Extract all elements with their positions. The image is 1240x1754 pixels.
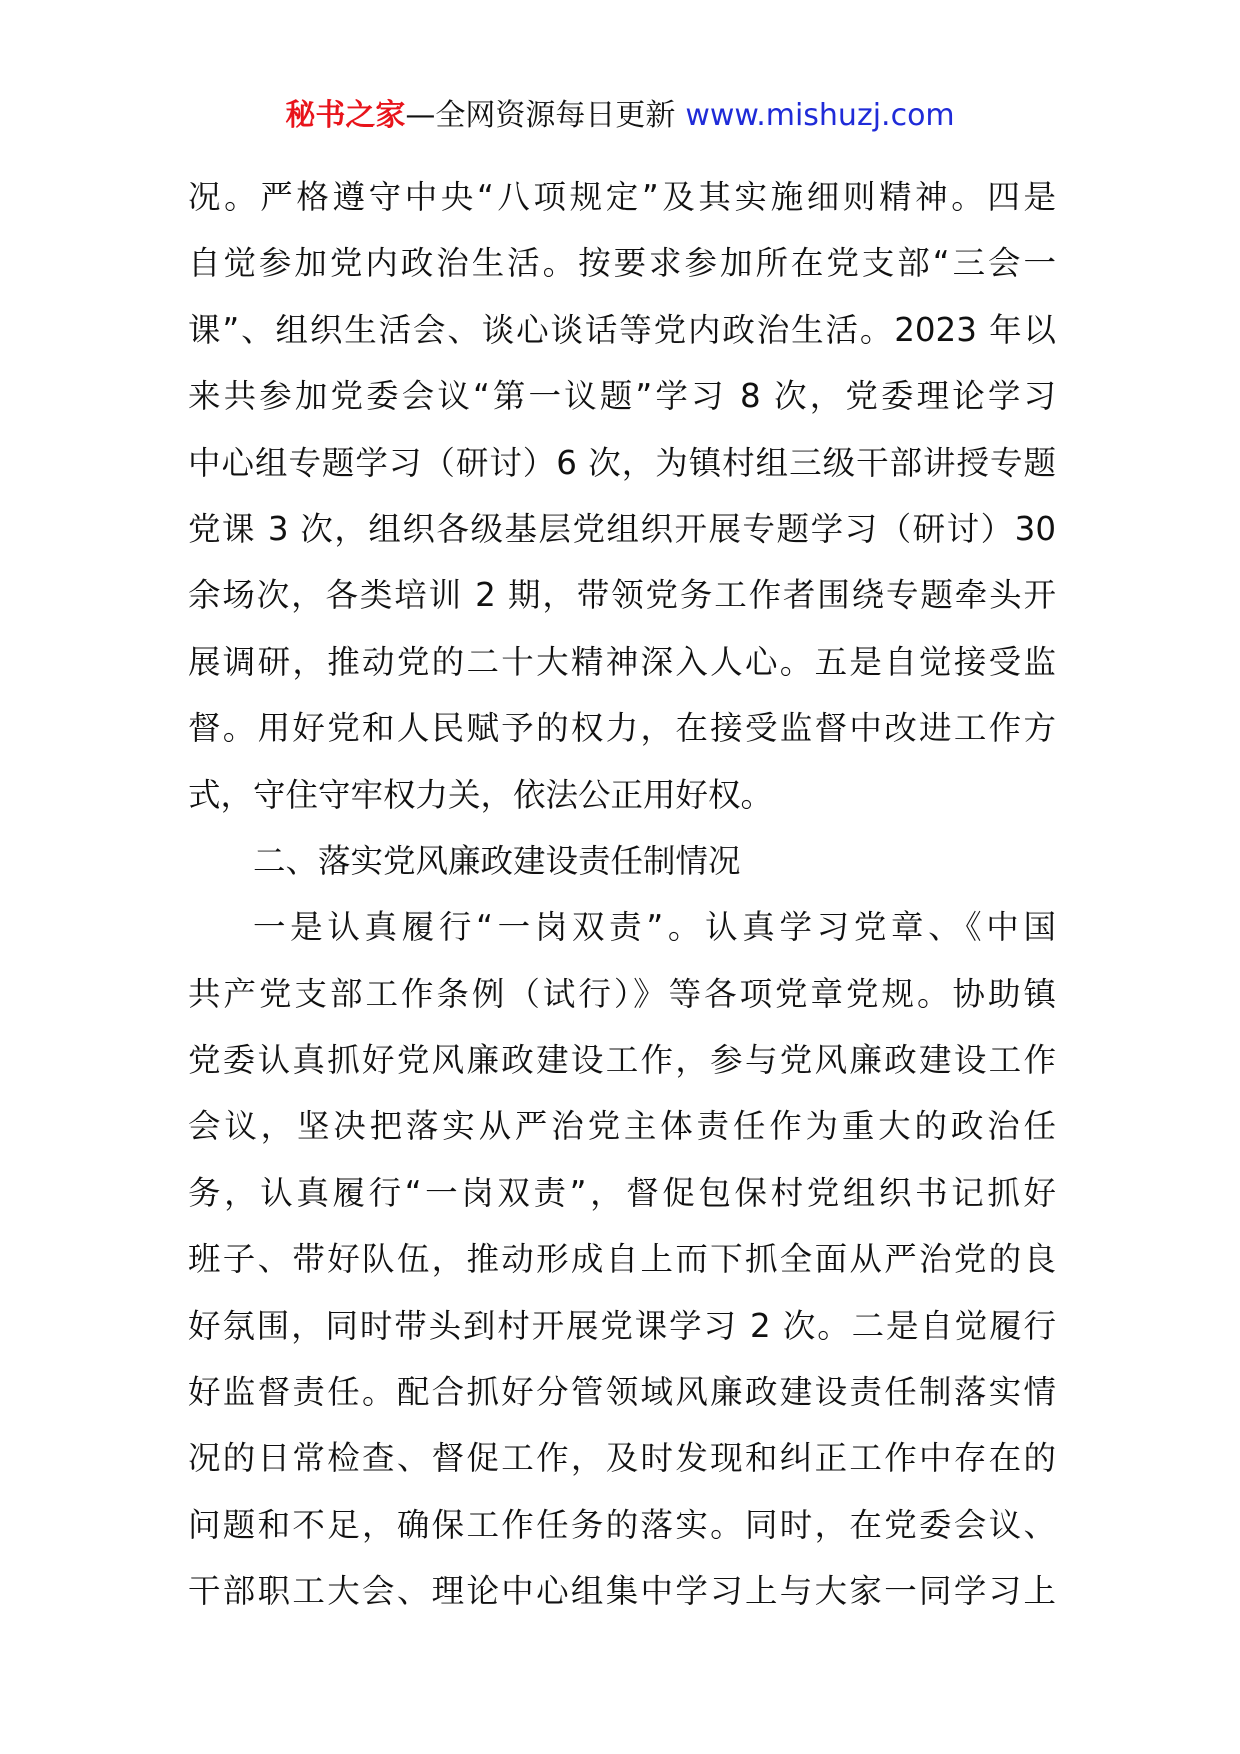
document-body bbox=[188, 164, 1056, 1625]
body-line: 务，认真履行“一岗双责”，督促包保村党组织书记抓好 bbox=[188, 1173, 1056, 1212]
body-line: 一是认真履行“一岗双责”。认真学习党章、《中国 bbox=[253, 908, 1056, 947]
body-line: 干部职工大会、理论中心组集中学习上与大家一同学习上 bbox=[188, 1572, 1056, 1611]
body-line: 会议，坚决把落实从严治党主体责任作为重大的政治任 bbox=[188, 1107, 1056, 1146]
body-line: 问题和不足，确保工作任务的落实。同时，在党委会议、 bbox=[188, 1505, 1056, 1544]
body-line: 展调研，推动党的二十大精神深入人心。五是自觉接受监 bbox=[188, 642, 1056, 681]
body-line: 况的日常检查、督促工作，及时发现和纠正工作中存在的 bbox=[188, 1439, 1056, 1478]
body-line: 班子、带好队伍，推动形成自上而下抓全面从严治党的良 bbox=[188, 1240, 1056, 1279]
site-tagline: —全网资源每日更新 bbox=[405, 98, 676, 133]
body-line: 来共参加党委会议“第一议题”学习 8 次，党委理论学习 bbox=[188, 377, 1056, 416]
body-line: 督。用好党和人民赋予的权力，在接受监督中改进工作方 bbox=[188, 709, 1056, 748]
site-header bbox=[0, 96, 1240, 136]
site-url-link[interactable]: www.mishuzj.com bbox=[685, 98, 955, 133]
body-line: 党课 3 次，组织各级基层党组织开展专题学习（研讨）30 bbox=[188, 509, 1056, 548]
body-line: 式，守住守牢权力关，依法公正用好权。 bbox=[188, 775, 774, 814]
body-line: 共产党支部工作条例（试行）》等各项党章党规。协助镇 bbox=[188, 974, 1056, 1013]
body-line: 好监督责任。配合抓好分管领域风廉政建设责任制落实情 bbox=[188, 1373, 1056, 1412]
site-brand: 秘书之家 bbox=[285, 98, 406, 133]
body-line: 余场次，各类培训 2 期，带领党务工作者围绕专题牵头开 bbox=[188, 576, 1056, 615]
section-heading: 二、落实党风廉政建设责任制情况 bbox=[253, 841, 741, 880]
body-line: 自觉参加党内政治生活。按要求参加所在党支部“三会一 bbox=[188, 244, 1056, 283]
body-line: 党委认真抓好党风廉政建设工作，参与党风廉政建设工作 bbox=[188, 1041, 1056, 1080]
body-line: 况。严格遵守中央“八项规定”及其实施细则精神。四是 bbox=[188, 178, 1056, 216]
body-line: 中心组专题学习（研讨）6 次，为镇村组三级干部讲授专题 bbox=[188, 443, 1056, 482]
body-line: 好氛围，同时带头到村开展党课学习 2 次。二是自觉履行 bbox=[188, 1306, 1056, 1345]
body-line: 课”、组织生活会、谈心谈话等党内政治生活。2023 年以 bbox=[188, 310, 1056, 349]
